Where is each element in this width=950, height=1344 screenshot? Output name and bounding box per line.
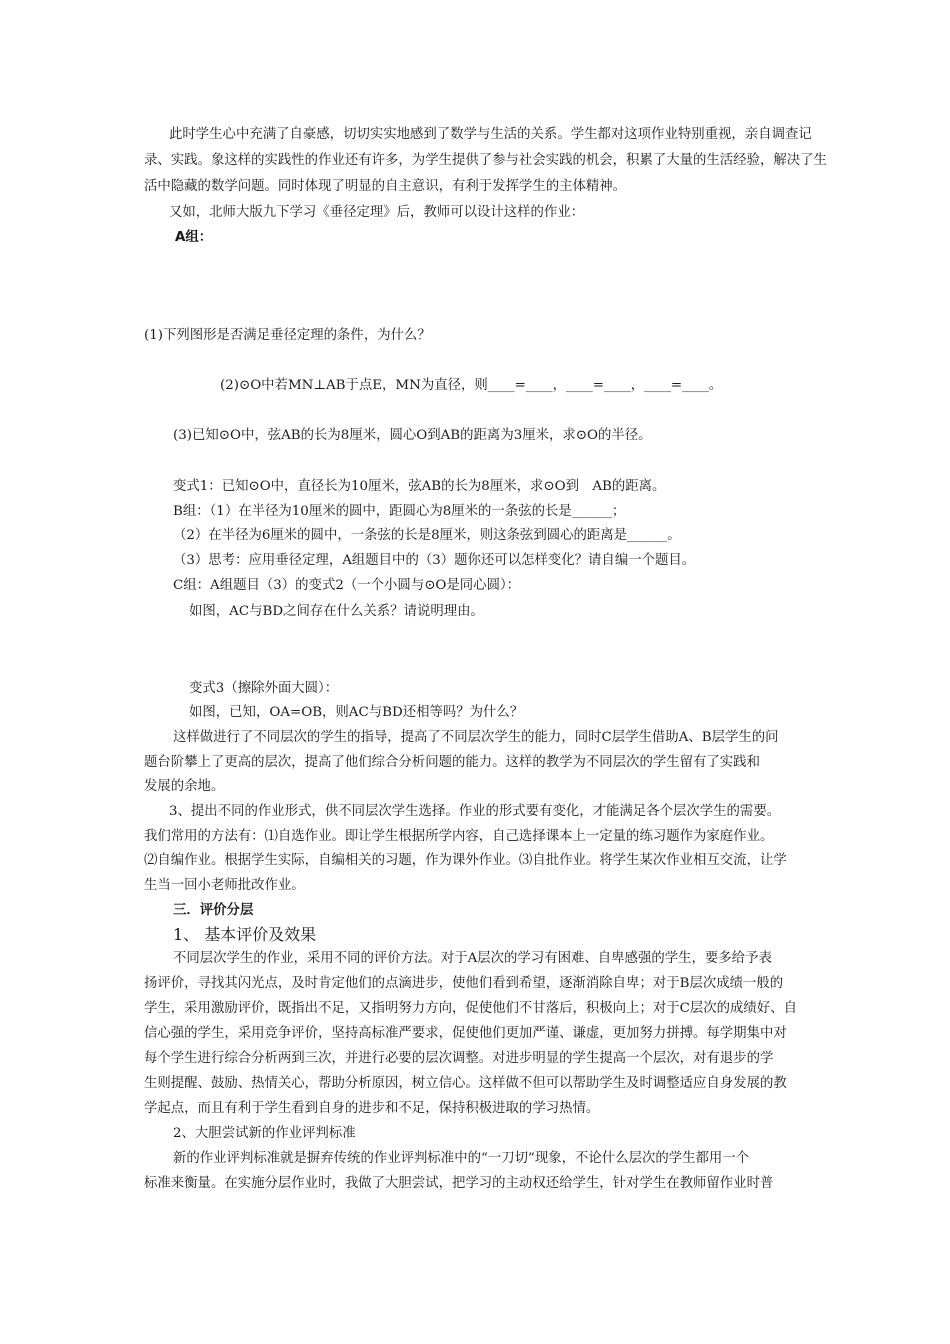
body-p1-line-1: 这样做进行了不同层次的学生的指导，提高了不同层次学生的能力，同时C层学生借助A、B层学生的问: [173, 730, 779, 745]
body-p2-line-1: 3、提出不同的作业形式，供不同层次学生选择。作业的形式要有变化，才能满足各个层次学生的需要。: [169, 804, 781, 819]
body-p3-line-3: 学生，采用激励评价，既指出不足，又指明努力方向，促使他们不甘落后，积极向上；对于C层次的成绩好、自: [144, 1001, 797, 1016]
question-1: (1)下列图形是否满足垂径定理的条件，为什么？: [144, 328, 431, 343]
variant-3: 变式3（擦除外面大圆）：: [189, 681, 339, 696]
body-p3-line-2: 扬评价，寻找其闪光点，及时肯定他们的点滴进步，使他们看到希望，逐渐消除自卑；对于B层次成绩一般的: [144, 976, 784, 991]
group-b-q1: B组：（1）在半径为10厘米的圆中，距圆心为8厘米的一条弦的长是______；: [173, 504, 626, 519]
body-p3-line-6: 生则提醒、鼓励、热情关心，帮助分析原因，树立信心。这样做不但可以帮助学生及时调整适应自身发展的教: [144, 1076, 787, 1091]
body-p4-line-1: 新的作业评判标准就是摒弃传统的作业评判标准中的“一刀切”现象，不论什么层次的学生都用一个: [173, 1151, 750, 1166]
example-intro: 又如，北师大版九下学习《垂径定理》后，教师可以设计这样的作业：: [169, 205, 585, 220]
body-p3-line-7: 学起点，而且有利于学生看到自身的进步和不足，保持积极进取的学习热情。: [144, 1101, 600, 1116]
group-b-q3: （3）思考：应用垂径定理，A组题目中的（3）题你还可以怎样变化？请自编一个题目。: [173, 553, 696, 568]
group-c-question: 如图，AC与BD之间存在什么关系？请说明理由。: [189, 604, 484, 619]
body-p1-line-3: 发展的余地。: [144, 779, 225, 794]
body-p2-line-3: ⑵自编作业。根据学生实际，自编相关的习题，作为课外作业。⑶自批作业。将学生某次作业相互交流，让学: [144, 853, 787, 868]
intro-line-1: 此时学生心中充满了自豪感，切切实实地感到了数学与生活的关系。学生都对这项作业特别重视，亲自调查记: [169, 127, 812, 142]
question-2: (2)⊙O中若MN⊥AB于点E，MN为直径，则____=____，____=____，____=____。: [220, 378, 723, 393]
intro-line-2: 录、实践。象这样的实践性的作业还有许多，为学生提供了参与社会实践的机会，积累了大量的生活经验，解决了生: [144, 153, 827, 168]
body-p3-line-5: 每个学生进行综合分析两到三次，并进行必要的层次调整。对进步明显的学生提高一个层次，对有退步的学: [144, 1051, 774, 1066]
body-p4-line-2: 标准来衡量。在实施分层作业时，我做了大胆尝试，把学习的主动权还给学生，针对学生在教师留作业时普: [144, 1176, 774, 1191]
section-3-title: 三．评价分层: [173, 903, 254, 918]
body-p3-line-1: 不同层次学生的作业，采用不同的评价方法。对于A层次的学习有困难、自卑感强的学生，要多给予表: [173, 951, 772, 966]
group-c-intro: C组：A组题目（3）的变式2（一个小圆与⊙O是同心圆）：: [173, 578, 521, 593]
body-p1-line-2: 题台阶攀上了更高的层次，提高了他们综合分析问题的能力。这样的教学为不同层次的学生留有了实践和: [144, 755, 760, 770]
intro-line-3: 活中隐藏的数学问题。同时体现了明显的自主意识，有利于发挥学生的主体精神。: [144, 179, 627, 194]
variant-1: 变式1：已知⊙O中，直径长为10厘米，弦AB的长为8厘米，求⊙O到 AB的距离。: [173, 479, 666, 494]
group-b-q2: （2）在半径为6厘米的圆中，一条弦的长是8厘米，则这条弦到圆心的距离是______。: [173, 528, 681, 543]
body-p2-line-2: 我们常用的方法有：⑴自选作业。即让学生根据所学内容，自己选择课本上一定量的练习题作为家庭作业。: [144, 829, 774, 844]
body-p2-line-4: 生当一回小老师批改作业。: [144, 878, 305, 893]
group-a-label: A组：: [175, 230, 213, 245]
subsection-1-title: 1、 基本评价及效果: [173, 925, 317, 944]
body-p3-line-4: 信心强的学生，采用竞争评价，坚持高标准严要求，促使他们更加严谨、谦虚，更加努力拼搏。每学期集中对: [144, 1026, 787, 1041]
subsection-2-title: 2、大胆尝试新的作业评判标准: [173, 1126, 356, 1141]
question-3: (3)已知⊙O中，弦AB的长为8厘米，圆心O到AB的距离为3厘米，求⊙O的半径。: [173, 428, 652, 443]
variant-3-question: 如图，已知，OA=OB，则AC与BD还相等吗？为什么？: [189, 705, 524, 720]
